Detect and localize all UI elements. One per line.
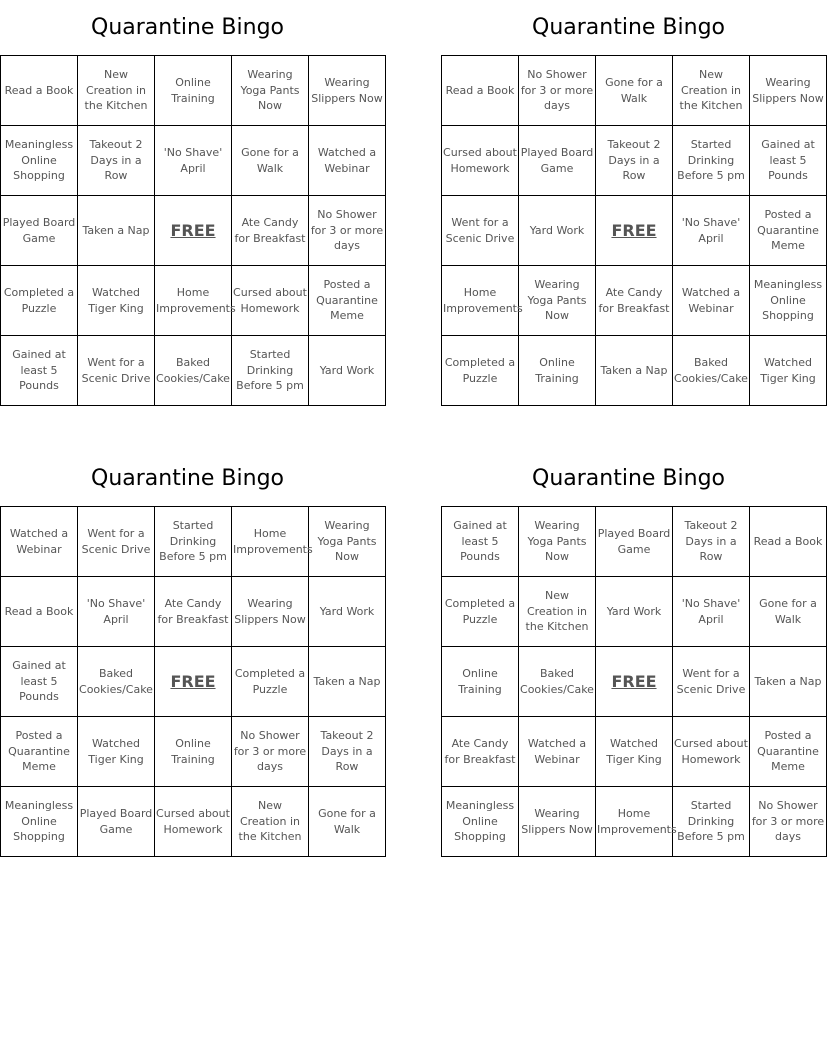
bingo-cell: Meaningless Online Shopping bbox=[750, 266, 827, 336]
bingo-row bbox=[442, 577, 827, 647]
bingo-cell: Gone for a Walk bbox=[309, 787, 386, 857]
bingo-cell: Gained at least 5 Pounds bbox=[750, 126, 827, 196]
free-space: FREE bbox=[596, 647, 673, 717]
card-title: Quarantine Bingo bbox=[91, 466, 284, 491]
bingo-cell: Started Drinking Before 5 pm bbox=[673, 126, 750, 196]
bingo-cell: No Shower for 3 or more days bbox=[750, 787, 827, 857]
bingo-cell: Wearing Yoga Pants Now bbox=[309, 507, 386, 577]
bingo-row bbox=[442, 196, 827, 266]
bingo-cell: Takeout 2 Days in a Row bbox=[673, 507, 750, 577]
free-space: FREE bbox=[155, 647, 232, 717]
bingo-cell: Gone for a Walk bbox=[750, 577, 827, 647]
bingo-cell: Played Board Game bbox=[1, 196, 78, 266]
bingo-cell: Went for a Scenic Drive bbox=[78, 507, 155, 577]
bingo-row bbox=[1, 647, 386, 717]
bingo-cell: Read a Book bbox=[442, 56, 519, 126]
bingo-cell: Yard Work bbox=[519, 196, 596, 266]
bingo-cell: Online Training bbox=[155, 56, 232, 126]
bingo-cell: Meaningless Online Shopping bbox=[442, 787, 519, 857]
bingo-cell: New Creation in the Kitchen bbox=[232, 787, 309, 857]
bingo-cell: Ate Candy for Breakfast bbox=[155, 577, 232, 647]
bingo-row bbox=[1, 196, 386, 266]
bingo-cell: Cursed about Homework bbox=[155, 787, 232, 857]
bingo-row bbox=[442, 266, 827, 336]
bingo-cell: Takeout 2 Days in a Row bbox=[596, 126, 673, 196]
bingo-cell: Baked Cookies/Cake bbox=[155, 336, 232, 406]
bingo-row bbox=[442, 507, 827, 577]
bingo-cell: Played Board Game bbox=[519, 126, 596, 196]
bingo-row bbox=[442, 336, 827, 406]
card-title: Quarantine Bingo bbox=[91, 15, 284, 40]
bingo-cell: Went for a Scenic Drive bbox=[673, 647, 750, 717]
bingo-cell: Home Improvements bbox=[442, 266, 519, 336]
bingo-grid bbox=[0, 55, 386, 406]
bingo-cell: Gone for a Walk bbox=[596, 56, 673, 126]
bingo-cell: Baked Cookies/Cake bbox=[78, 647, 155, 717]
bingo-cell: Wearing Yoga Pants Now bbox=[519, 266, 596, 336]
bingo-cell: Completed a Puzzle bbox=[1, 266, 78, 336]
bingo-cell: Baked Cookies/Cake bbox=[673, 336, 750, 406]
bingo-cell: Completed a Puzzle bbox=[442, 577, 519, 647]
bingo-cell: Taken a Nap bbox=[596, 336, 673, 406]
card-title: Quarantine Bingo bbox=[532, 466, 725, 491]
bingo-cell: Cursed about Homework bbox=[673, 717, 750, 787]
bingo-row bbox=[1, 717, 386, 787]
bingo-cell: Watched Tiger King bbox=[596, 717, 673, 787]
bingo-cell: Home Improvements bbox=[232, 507, 309, 577]
bingo-cell: Meaningless Online Shopping bbox=[1, 787, 78, 857]
bingo-cell: Started Drinking Before 5 pm bbox=[673, 787, 750, 857]
bingo-grid bbox=[441, 506, 827, 857]
bingo-row bbox=[442, 56, 827, 126]
bingo-cell: Read a Book bbox=[1, 577, 78, 647]
bingo-cell: Watched Tiger King bbox=[78, 717, 155, 787]
bingo-cell: Home Improvements bbox=[596, 787, 673, 857]
bingo-cell: Wearing Yoga Pants Now bbox=[232, 56, 309, 126]
bingo-row bbox=[1, 507, 386, 577]
bingo-row bbox=[442, 787, 827, 857]
bingo-cell: Online Training bbox=[442, 647, 519, 717]
bingo-cell: Yard Work bbox=[309, 577, 386, 647]
bingo-cell: Takeout 2 Days in a Row bbox=[309, 717, 386, 787]
bingo-cell: Posted a Quarantine Meme bbox=[1, 717, 78, 787]
bingo-cell: Wearing Slippers Now bbox=[232, 577, 309, 647]
bingo-cell: Started Drinking Before 5 pm bbox=[232, 336, 309, 406]
bingo-cell: Played Board Game bbox=[596, 507, 673, 577]
bingo-cell: Gained at least 5 Pounds bbox=[1, 647, 78, 717]
bingo-grid bbox=[441, 55, 827, 406]
bingo-cell: Started Drinking Before 5 pm bbox=[155, 507, 232, 577]
bingo-cell: Watched Tiger King bbox=[750, 336, 827, 406]
bingo-cell: Watched a Webinar bbox=[673, 266, 750, 336]
bingo-cell: Gained at least 5 Pounds bbox=[1, 336, 78, 406]
card-title: Quarantine Bingo bbox=[532, 15, 725, 40]
bingo-cell: Went for a Scenic Drive bbox=[78, 336, 155, 406]
bingo-cell: Online Training bbox=[155, 717, 232, 787]
bingo-cell: New Creation in the Kitchen bbox=[519, 577, 596, 647]
bingo-cell: Ate Candy for Breakfast bbox=[232, 196, 309, 266]
bingo-cell: Baked Cookies/Cake bbox=[519, 647, 596, 717]
bingo-cell: Takeout 2 Days in a Row bbox=[78, 126, 155, 196]
bingo-cell: Taken a Nap bbox=[309, 647, 386, 717]
bingo-cell: New Creation in the Kitchen bbox=[673, 56, 750, 126]
bingo-cell: Watched a Webinar bbox=[1, 507, 78, 577]
bingo-cell: Meaningless Online Shopping bbox=[1, 126, 78, 196]
bingo-cell: Home Improvements bbox=[155, 266, 232, 336]
bingo-row bbox=[1, 577, 386, 647]
bingo-grid bbox=[0, 506, 386, 857]
bingo-cell: Watched a Webinar bbox=[519, 717, 596, 787]
bingo-row bbox=[442, 126, 827, 196]
bingo-cell: Posted a Quarantine Meme bbox=[309, 266, 386, 336]
bingo-cell: 'No Shave' April bbox=[155, 126, 232, 196]
bingo-cell: No Shower for 3 or more days bbox=[232, 717, 309, 787]
bingo-cell: Watched a Webinar bbox=[309, 126, 386, 196]
bingo-row bbox=[1, 126, 386, 196]
bingo-cell: Completed a Puzzle bbox=[442, 336, 519, 406]
bingo-row bbox=[1, 266, 386, 336]
bingo-cell: Online Training bbox=[519, 336, 596, 406]
free-space: FREE bbox=[596, 196, 673, 266]
bingo-row bbox=[442, 647, 827, 717]
bingo-cell: 'No Shave' April bbox=[78, 577, 155, 647]
bingo-row bbox=[1, 56, 386, 126]
bingo-cell: Played Board Game bbox=[78, 787, 155, 857]
bingo-row bbox=[1, 787, 386, 857]
bingo-cell: Wearing Slippers Now bbox=[750, 56, 827, 126]
bingo-cell: Posted a Quarantine Meme bbox=[750, 717, 827, 787]
bingo-cell: Wearing Slippers Now bbox=[519, 787, 596, 857]
bingo-cell: Taken a Nap bbox=[750, 647, 827, 717]
bingo-cell: 'No Shave' April bbox=[673, 577, 750, 647]
bingo-cell: Taken a Nap bbox=[78, 196, 155, 266]
bingo-cell: Completed a Puzzle bbox=[232, 647, 309, 717]
bingo-cell: Cursed about Homework bbox=[442, 126, 519, 196]
bingo-cell: Ate Candy for Breakfast bbox=[596, 266, 673, 336]
bingo-cell: Wearing Yoga Pants Now bbox=[519, 507, 596, 577]
bingo-cell: Ate Candy for Breakfast bbox=[442, 717, 519, 787]
bingo-cell: Gone for a Walk bbox=[232, 126, 309, 196]
bingo-row bbox=[1, 336, 386, 406]
bingo-cell: Went for a Scenic Drive bbox=[442, 196, 519, 266]
bingo-cell: Cursed about Homework bbox=[232, 266, 309, 336]
bingo-cell: Gained at least 5 Pounds bbox=[442, 507, 519, 577]
bingo-cell: Wearing Slippers Now bbox=[309, 56, 386, 126]
bingo-cell: Posted a Quarantine Meme bbox=[750, 196, 827, 266]
bingo-row bbox=[442, 717, 827, 787]
bingo-cell: Yard Work bbox=[309, 336, 386, 406]
bingo-cell: New Creation in the Kitchen bbox=[78, 56, 155, 126]
bingo-cell: Read a Book bbox=[750, 507, 827, 577]
bingo-cell: No Shower for 3 or more days bbox=[519, 56, 596, 126]
bingo-cell: Yard Work bbox=[596, 577, 673, 647]
free-space: FREE bbox=[155, 196, 232, 266]
bingo-cell: Watched Tiger King bbox=[78, 266, 155, 336]
bingo-cell: 'No Shave' April bbox=[673, 196, 750, 266]
bingo-cell: No Shower for 3 or more days bbox=[309, 196, 386, 266]
bingo-cell: Read a Book bbox=[1, 56, 78, 126]
